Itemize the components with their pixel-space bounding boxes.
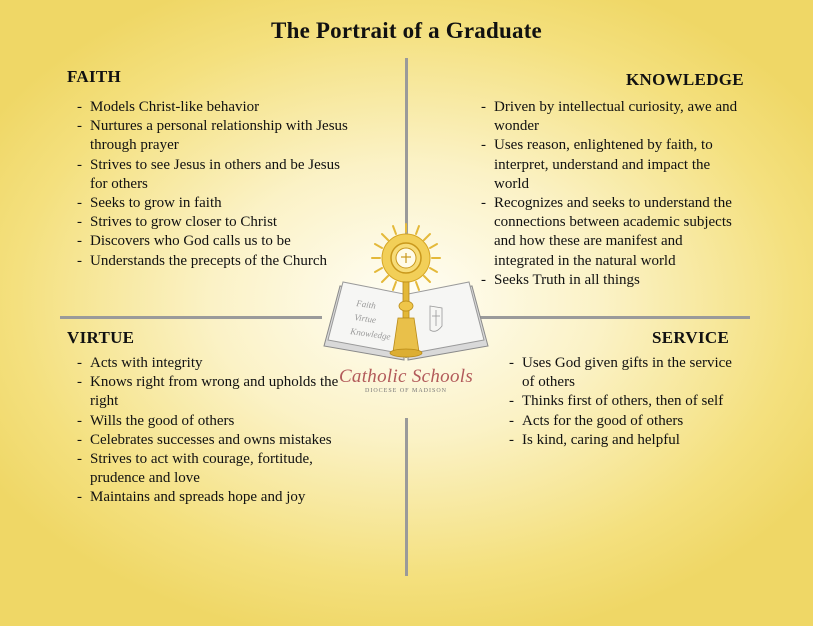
faith-item: - Seeks to grow in faith bbox=[77, 194, 352, 213]
faith-list bbox=[77, 98, 352, 271]
service-list bbox=[509, 354, 739, 450]
catholic-schools-logo bbox=[318, 222, 494, 412]
service-item: - Is kind, caring and helpful bbox=[509, 431, 739, 450]
knowledge-item: - Uses reason, enlightened by faith, to interpret, understand and impact the world bbox=[481, 136, 743, 194]
book-word-knowledge: Knowledge bbox=[349, 326, 392, 342]
horizontal-divider-right bbox=[480, 316, 750, 319]
faith-item: - Models Christ-like behavior bbox=[77, 98, 352, 117]
service-item: - Uses God given gifts in the service of others bbox=[509, 354, 739, 392]
faith-item: - Nurtures a personal relationship with Jesus through prayer bbox=[77, 117, 352, 155]
service-item: - Thinks first of others, then of self bbox=[509, 392, 739, 411]
virtue-item: - Maintains and spreads hope and joy bbox=[77, 488, 347, 507]
knowledge-list bbox=[481, 98, 743, 290]
faith-item: - Understands the precepts of the Church bbox=[77, 252, 352, 271]
faith-item: - Discovers who God calls us to be bbox=[77, 232, 352, 251]
knowledge-heading: KNOWLEDGE bbox=[626, 70, 744, 89]
virtue-list bbox=[77, 354, 347, 508]
virtue-item: - Strives to act with courage, fortitude, prudence and love bbox=[77, 450, 347, 488]
page-title: The Portrait of a Graduate bbox=[271, 18, 542, 43]
logo-name: Catholic Schools bbox=[338, 366, 474, 387]
knowledge-item: - Seeks Truth in all things bbox=[481, 271, 743, 290]
book-word-virtue: Virtue bbox=[353, 312, 377, 326]
knowledge-item: - Driven by intellectual curiosity, awe and wonder bbox=[481, 98, 743, 136]
service-heading: SERVICE bbox=[652, 328, 730, 347]
horizontal-divider-left bbox=[60, 316, 322, 319]
virtue-item: - Wills the good of others bbox=[77, 412, 347, 431]
virtue-item: - Knows right from wrong and upholds the right bbox=[77, 373, 347, 411]
faith-item: - Strives to grow closer to Christ bbox=[77, 213, 352, 232]
faith-heading: FAITH bbox=[67, 67, 122, 86]
faith-item: - Strives to see Jesus in others and be Jesus for others bbox=[77, 156, 352, 194]
virtue-heading: VIRTUE bbox=[67, 328, 135, 347]
service-item: - Acts for the good of others bbox=[509, 412, 739, 431]
virtue-item: - Acts with integrity bbox=[77, 354, 347, 373]
book-word-faith: Faith bbox=[355, 298, 377, 311]
vertical-divider-bottom bbox=[405, 418, 408, 576]
monstrance-book-icon bbox=[318, 222, 494, 372]
virtue-item: - Celebrates successes and owns mistakes bbox=[77, 431, 347, 450]
knowledge-item: - Recognizes and seeks to understand the connections between academic subjects and how these are manifest and integrated in the natural world bbox=[481, 194, 743, 271]
logo-subtitle: DIOCESE OF MADISON bbox=[364, 388, 447, 394]
